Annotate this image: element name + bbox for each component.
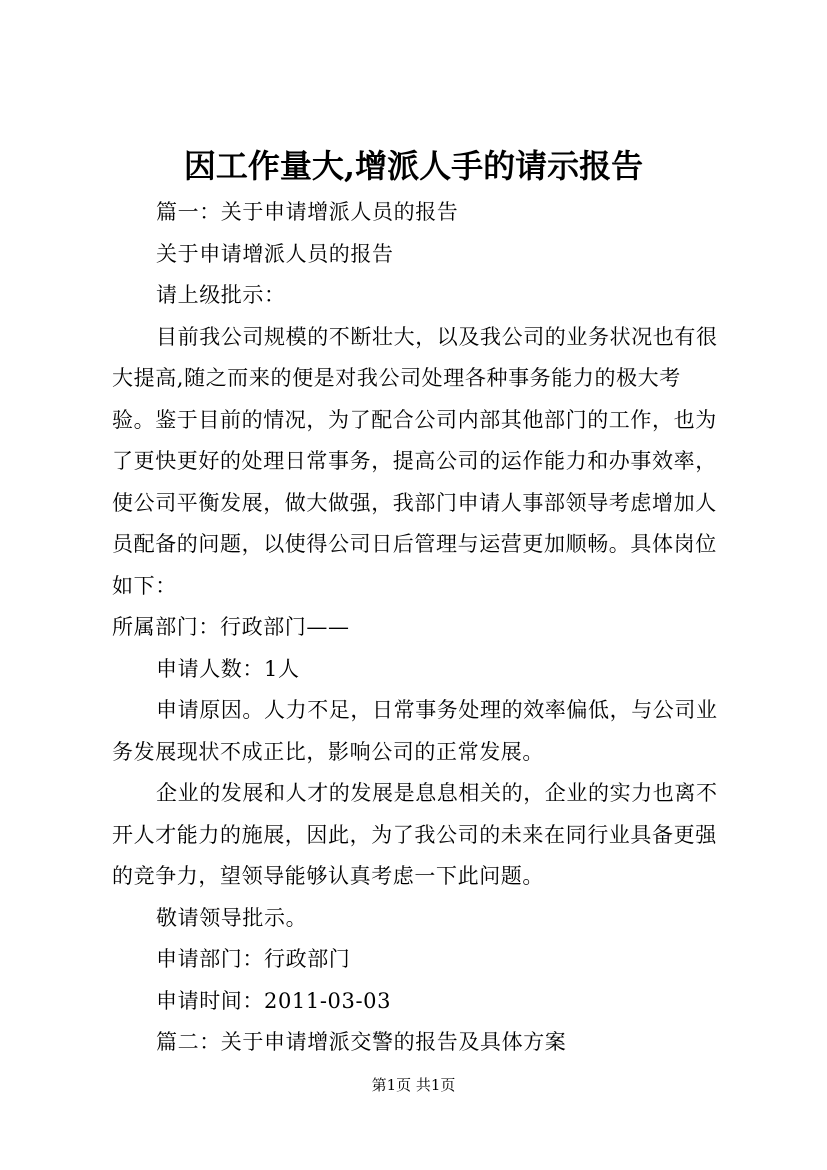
paragraph-applicant-department: 申请部门：行政部门 [156, 947, 351, 971]
paragraph-report-title: 关于申请增派人员的报告 [156, 241, 394, 266]
document-title: 因工作量大,增派人手的请示报告 [183, 147, 644, 185]
paragraph-section-one-heading: 篇一：关于申请增派人员的报告 [156, 200, 459, 224]
paragraph-section-two-heading: 篇二：关于申请增派交警的报告及具体方案 [156, 1030, 567, 1054]
paragraph-background: 目前我公司规模的不断壮大，以及我公司的业务状况也有很大提高,随之而来的便是对我公司处理各种事务能力的极大考验。鉴于目前的情况，为了配合公司内部其他部门的工作，也为了更快更好的处理日常事务，提高公司的运作能力和办事效率，使公司平衡发展，做大做强，我部门申请人事部领导考虑增加人员配备的问题，以使得公司日后管理与运营更加顺畅。具体岗位如下： [112, 324, 718, 598]
paragraph-justification: 企业的发展和人才的发展是息息相关的，企业的实力也离不开人才能力的施展，因此，为了我公司的未来在同行业具备更强的竞争力，望领导能够认真考虑一下此问题。 [112, 781, 718, 888]
paragraph-reason: 申请原因。人力不足，日常事务处理的效率偏低，与公司业务发展现状不成正比，影响公司的正常发展。 [112, 698, 718, 764]
paragraph-salutation: 请上级批示： [156, 283, 286, 307]
paragraph-headcount: 申请人数：1人 [156, 656, 300, 681]
paragraph-request-approval: 敬请领导批示。 [156, 905, 308, 930]
paragraph-application-date: 申请时间：2011-03-03 [156, 988, 392, 1013]
paragraph-department: 所属部门：行政部门—— [112, 615, 350, 639]
document-body [112, 192, 722, 1064]
page-number-footer: 第1页 共1页 [371, 1076, 456, 1094]
